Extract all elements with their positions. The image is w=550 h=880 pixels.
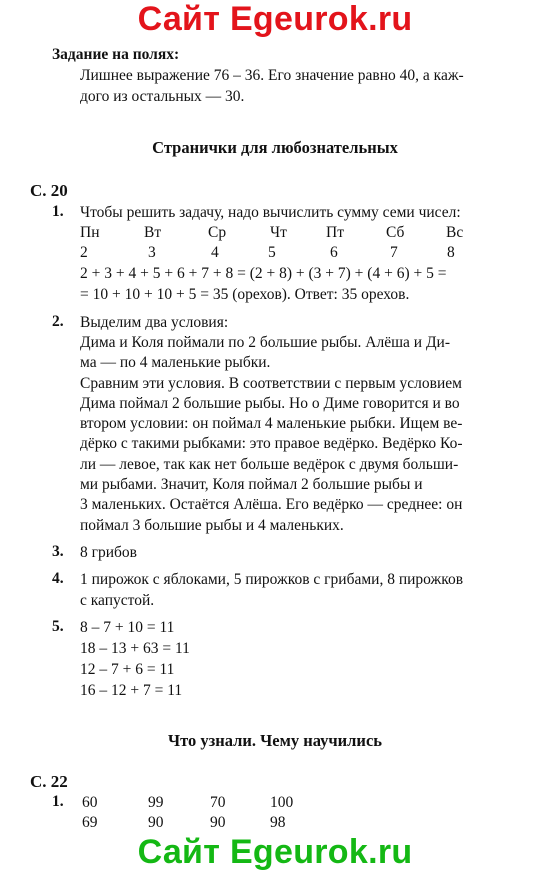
p22-q1-r1-c2: 99: [148, 794, 164, 811]
p22-q1-number: 1.: [52, 793, 64, 810]
weekday-mon: Пн: [80, 224, 100, 241]
value-sat: 7: [390, 244, 398, 261]
q1-equation-2: = 10 + 10 + 10 + 5 = 35 (орехов). Ответ: 35 орехов.: [80, 286, 410, 303]
weekday-fri: Пт: [326, 224, 344, 241]
margin-task-line-1: Лишнее выражение 76 – 36. Его значение равно 40, а каж-: [80, 67, 464, 84]
q3-text: 8 грибов: [80, 544, 137, 561]
q5-line-3: 12 – 7 + 6 = 11: [80, 661, 175, 678]
margin-task-line-2: дого из остальных — 30.: [80, 88, 245, 105]
p22-q1-r2-c1: 69: [82, 814, 98, 831]
weekday-thu: Чт: [270, 224, 287, 241]
q5-line-1: 8 – 7 + 10 = 11: [80, 619, 175, 636]
q1-number: 1.: [52, 203, 64, 220]
q1-equation-1: 2 + 3 + 4 + 5 + 6 + 7 + 8 = (2 + 8) + (3 + 7) + (4 + 6) + 5 =: [80, 265, 447, 282]
value-tue: 3: [148, 244, 156, 261]
weekday-wed: Ср: [208, 224, 227, 241]
weekday-tue: Вт: [144, 224, 162, 241]
p22-q1-r2-c3: 90: [210, 814, 226, 831]
q2-line-1: Выделим два условия:: [80, 314, 229, 331]
value-fri: 6: [330, 244, 338, 261]
q2-line-5: Дима поймал 2 большие рыбы. Но о Диме говорится и во: [80, 395, 460, 412]
q2-line-6: втором условии: он поймал 4 маленькие рыбки. Ищем ве-: [80, 415, 463, 432]
section-title-learned: Что узнали. Чему научились: [167, 731, 382, 750]
q4-line-1: 1 пирожок с яблоками, 5 пирожков с грибами, 8 пирожков: [80, 571, 464, 588]
p22-q1-r1-c3: 70: [210, 794, 226, 811]
weekday-sat: Сб: [386, 224, 405, 241]
watermark-top: Сайт Egeurok.ru: [137, 0, 413, 38]
value-sun: 8: [447, 244, 455, 261]
weekday-sun: Вс: [446, 224, 464, 241]
p22-q1-r2-c4: 98: [270, 814, 286, 831]
p22-q1-r2-c2: 90: [148, 814, 164, 831]
page-20-label: С. 20: [30, 181, 68, 200]
q2-line-8: ли — левое, так как нет больше ведёрок с двумя больши-: [80, 456, 459, 473]
value-wed: 4: [211, 244, 219, 261]
q2-line-11: поймал 3 большие рыбы и 4 маленьких.: [80, 517, 344, 534]
weekday-row: [80, 223, 480, 242]
q2-line-7: дёрко с такими рыбками: это правое ведёрко. Ведёрко Ко-: [80, 435, 463, 452]
page-22-label: С. 22: [30, 772, 68, 791]
p22-q1-r1-c1: 60: [82, 794, 98, 811]
q4-line-2: с капустой.: [80, 592, 155, 609]
p22-q1-r1-c4: 100: [270, 794, 294, 811]
value-thu: 5: [268, 244, 276, 261]
q3-number: 3.: [52, 543, 64, 560]
value-mon: 2: [80, 244, 88, 261]
margin-task-title: Задание на полях:: [52, 46, 180, 63]
q2-line-4: Сравним эти условия. В соответствии с первым условием: [80, 375, 462, 392]
q2-line-2: Дима и Коля поймали по 2 большие рыбы. Алёша и Ди-: [80, 334, 450, 351]
q5-number: 5.: [52, 618, 64, 635]
q5-line-4: 16 – 12 + 7 = 11: [80, 682, 183, 699]
q2-line-9: ми рыбами. Значит, Коля поймал 2 большие рыбы и: [80, 476, 423, 493]
q5-line-2: 18 – 13 + 63 = 11: [80, 640, 190, 657]
watermark-bottom: Сайт Egeurok.ru: [137, 833, 413, 871]
q2-number: 2.: [52, 313, 64, 330]
q2-line-10: 3 маленьких. Остаётся Алёша. Его ведёрко — среднее: он: [80, 496, 463, 513]
q2-line-3: ма — по 4 маленькие рыбки.: [80, 354, 271, 371]
q4-number: 4.: [52, 570, 64, 587]
weekday-values-row: [80, 243, 480, 262]
q1-text: Чтобы решить задачу, надо вычислить сумму семи чисел:: [80, 204, 461, 221]
section-title-curious: Странички для любознательных: [152, 138, 398, 157]
